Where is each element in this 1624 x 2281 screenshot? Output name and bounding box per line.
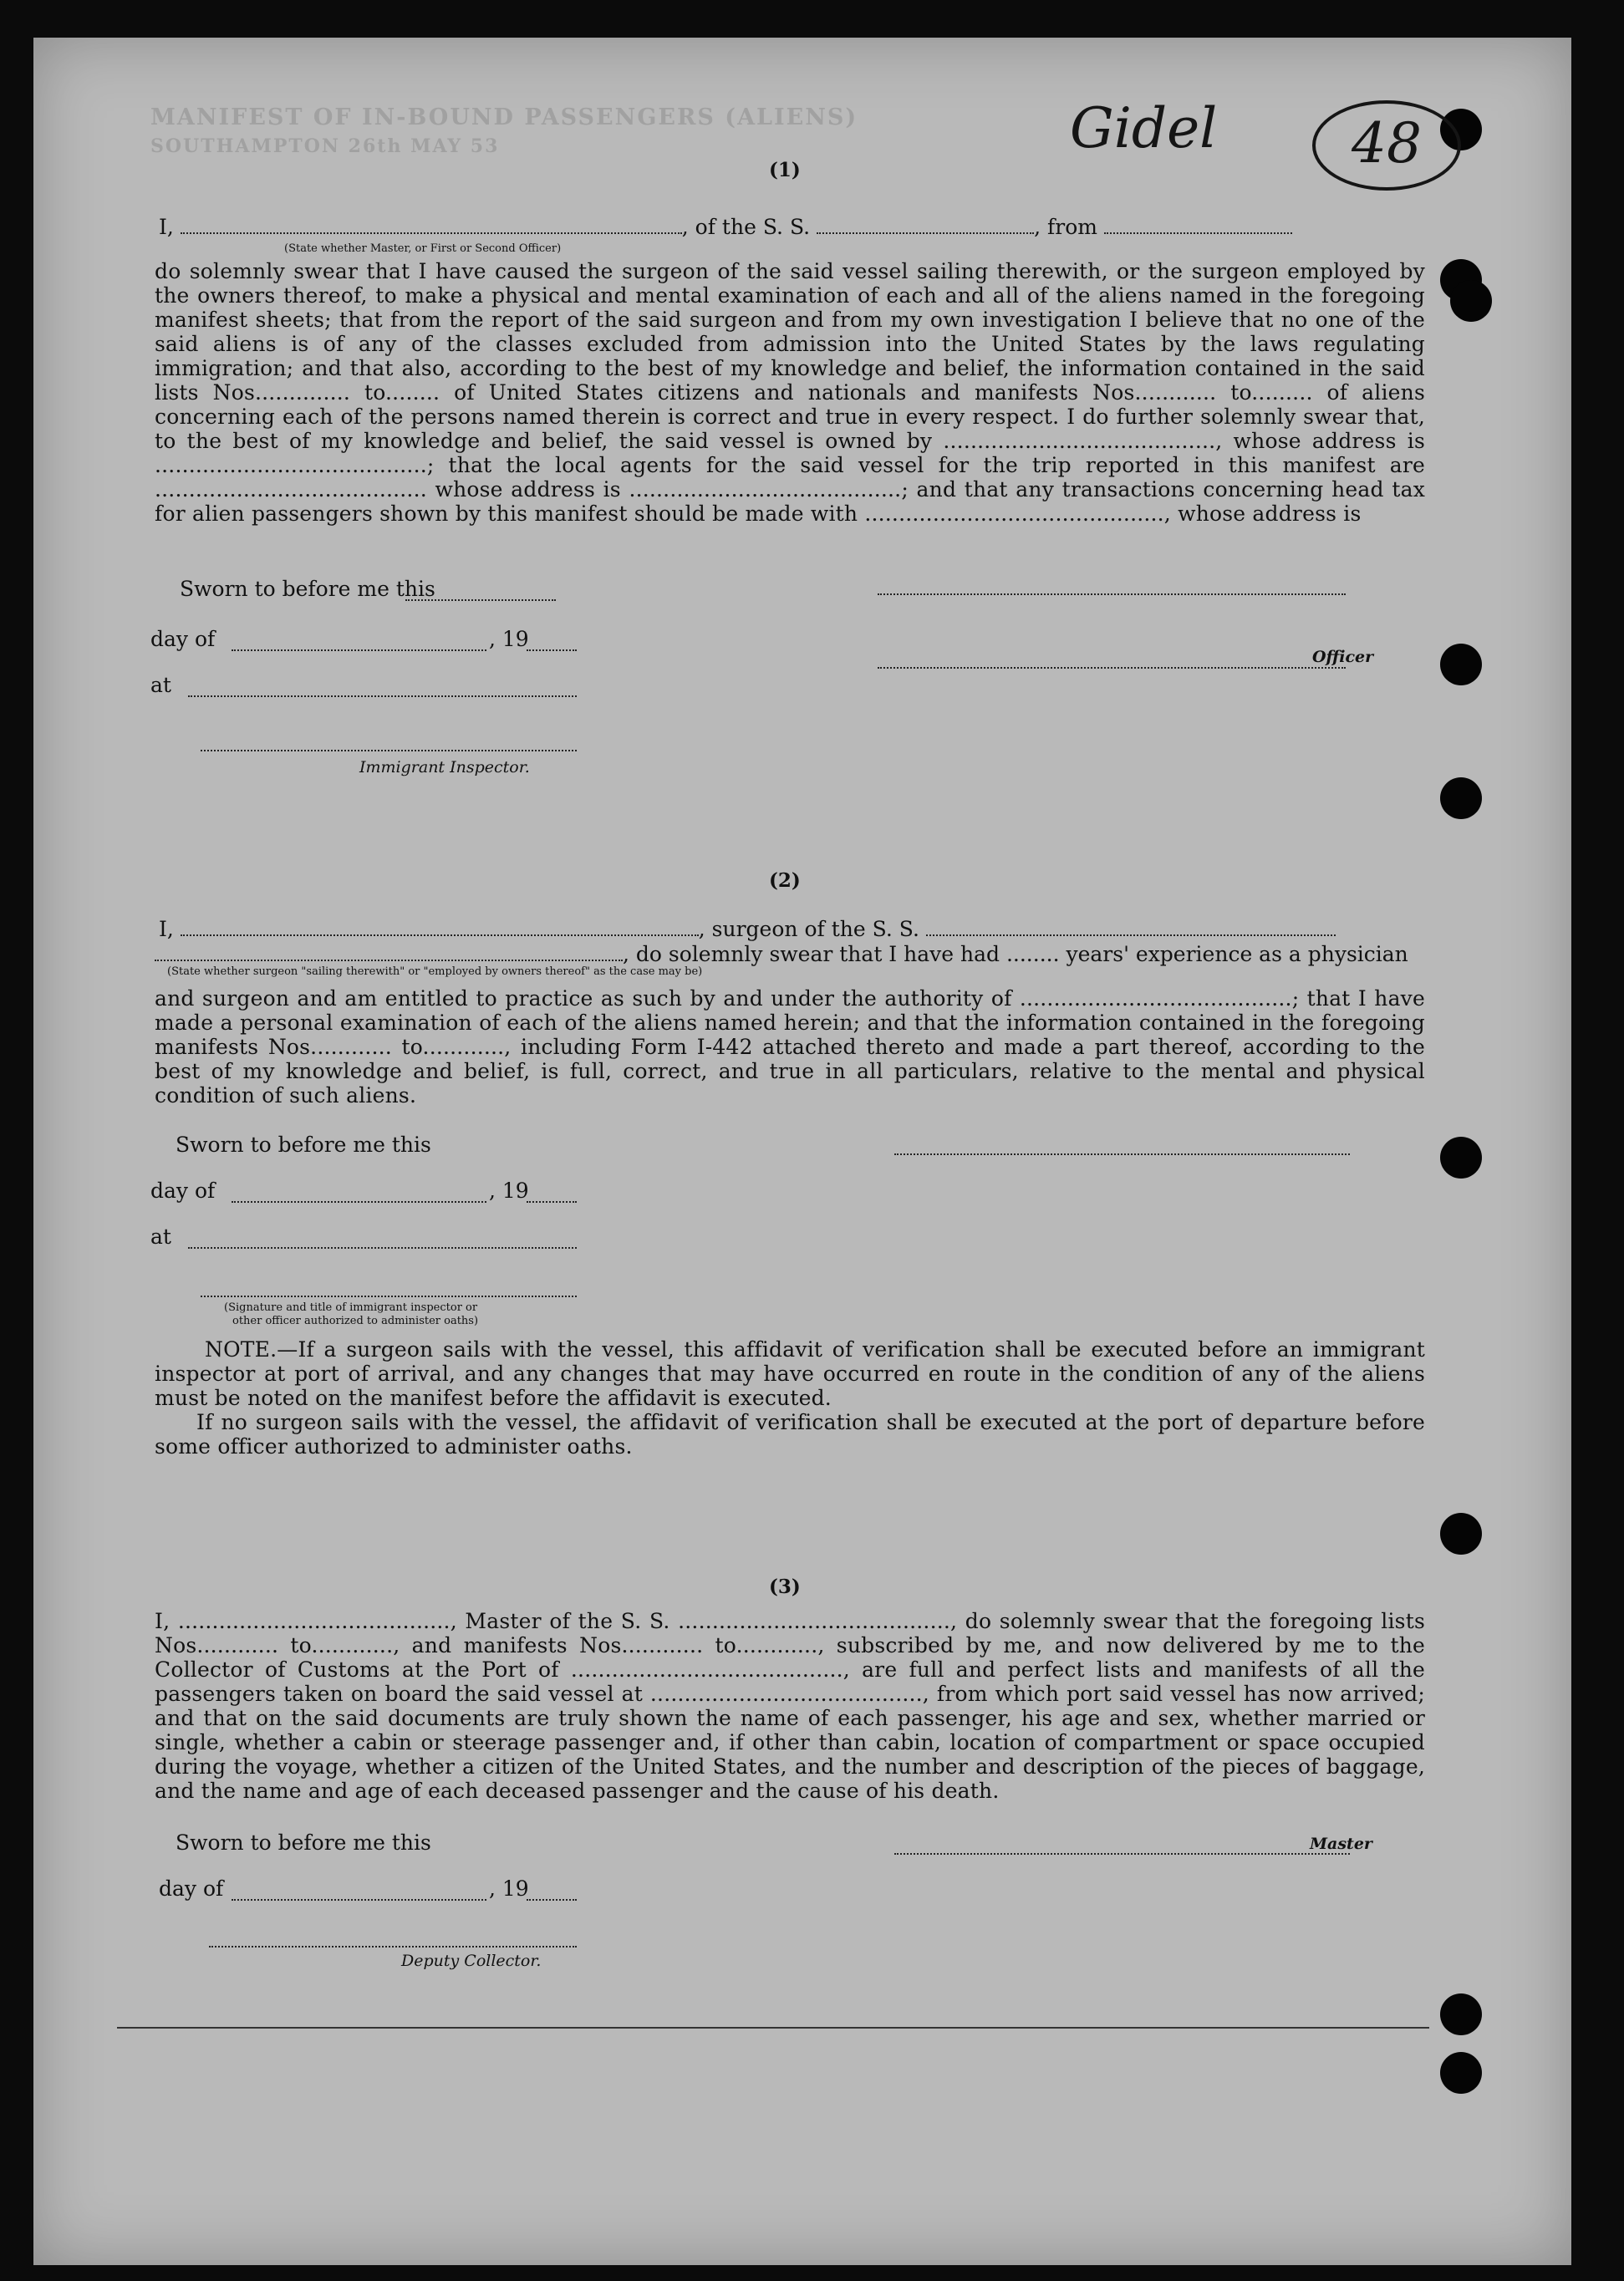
section3-paragraph: I, ........................................, Master of the S. S. ........................................, do solemnly swear that the foregoing lists Nos............ to............, and manifests Nos............ to............, subscribed by me, and now delivered by me to the Collector of Customs at the Port of ........................................, are full and perfect lists and manifests of all the passengers taken on board the said vessel at ........................................, from which port said vessel has now arrived; and that on the said documents are truly shown the name of each passenger, his age and sex, whether married or single, whether a cabin or steerage passenger and, if other than cabin, location of compartment or space occupied during the voyage, whether a citizen of the United States, and the number and description of the pieces of baggage, and the name and age of each deceased passenger and the cause of his death.	[155, 1609, 1425, 1803]
punch-hole	[1440, 644, 1482, 685]
document-page	[33, 38, 1571, 2265]
sworn-label: Sworn to before me this	[176, 1133, 431, 1157]
day-of-label: day of	[150, 1179, 216, 1203]
master-label: Master	[1310, 1835, 1372, 1853]
punch-hole	[1450, 280, 1492, 322]
sworn-label: Sworn to before me this	[180, 577, 435, 601]
section2-paragraph: and surgeon and am entitled to practice as such by and under the authority of ........................................; that I have made a personal examination of each of the aliens named herein; and that the information contained in the foregoing manifests Nos............ to............, including Form I-442 attached thereto and made a part thereof, according to the best of my knowledge and belief, is full, correct, and true in all particulars, relative to the mental and physical condition of such aliens.	[155, 986, 1425, 1107]
officer-label: Officer	[1312, 648, 1374, 666]
section1-line1-note: (State whether Master, or First or Second Officer)	[284, 242, 562, 255]
ghost-title: MANIFEST OF IN-BOUND PASSENGERS (ALIENS)	[150, 104, 858, 130]
at-label: at	[150, 1225, 171, 1249]
handwritten-name: Gidel	[1070, 96, 1218, 160]
section1-paragraph: do solemnly swear that I have caused the surgeon of the said vessel sailing therewith, or the surgeon employed by the owners thereof, to make a physical and mental examination of each and all of the aliens named in the foregoing manifest sheets; that from the report of the said surgeon and from my own investigation I believe that no one of the said aliens is of any of the classes excluded from admission into the United States by the laws regulating immigration; and that also, according to the best of my knowledge and belief, the information contained in the said lists Nos.............. to........ of United States citizens and nationals and manifests Nos............ to......... of aliens concerning each of the persons named therein is correct and true in every respect. I do further solemnly swear that, to the best of my knowledge and belief, the said vessel is owned by ........................................, whose address is ........................................; that the local agents for the said vessel for the trip reported in this manifest are ........................................ whose address is ........................................; and that any transactions concerning head tax for alien passengers shown by this manifest should be made with ............................................, whose address is	[155, 259, 1425, 526]
handwritten-number: 48	[1312, 100, 1461, 191]
punch-hole	[1440, 1993, 1482, 2035]
bleed-through-header	[150, 104, 858, 157]
punch-hole	[1440, 2052, 1482, 2094]
note-paragraph-2: If no surgeon sails with the vessel, the affidavit of verification shall be executed at the port of departure before some officer authorized to administer oaths.	[155, 1410, 1425, 1459]
section-number: (3)	[769, 1576, 801, 1598]
year-label: , 19	[489, 627, 529, 651]
note-paragraph: NOTE.—If a surgeon sails with the vessel, this affidavit of verification shall be executed before an immigrant inspector at port of arrival, and any changes that may have occurred en route in the condition of any of the aliens must be noted on the manifest before the affidavit is executed.	[155, 1337, 1425, 1410]
immigrant-inspector-label: Immigrant Inspector.	[359, 758, 530, 776]
signature-note: other officer authorized to administer oaths)	[232, 1315, 479, 1327]
section2-line1: I, , surgeon of the S. S.	[159, 917, 1336, 941]
sworn-label: Sworn to before me this	[176, 1830, 431, 1855]
day-of-label: day of	[150, 627, 216, 651]
ghost-subtitle: SOUTHAMPTON 26th MAY 53	[150, 135, 500, 157]
punch-hole	[1440, 1513, 1482, 1555]
punch-hole	[1440, 1137, 1482, 1179]
section1-line1: I, , of the S. S. , from	[159, 215, 1292, 239]
day-of-label: day of	[159, 1876, 224, 1901]
year-label: , 19	[489, 1179, 529, 1203]
section2-line2: , do solemnly swear that I have had ........ years' experience as a physician	[155, 942, 1408, 966]
punch-hole	[1440, 777, 1482, 819]
year-label: , 19	[489, 1876, 529, 1901]
section-number: (1)	[769, 159, 801, 181]
signature-note: (Signature and title of immigrant inspector or	[224, 1301, 478, 1314]
deputy-collector-label: Deputy Collector.	[401, 1952, 542, 1970]
section2-line2-note: (State whether surgeon "sailing therewith" or "employed by owners thereof" as the case may be)	[167, 965, 703, 978]
section-number: (2)	[769, 869, 801, 892]
at-label: at	[150, 673, 171, 697]
